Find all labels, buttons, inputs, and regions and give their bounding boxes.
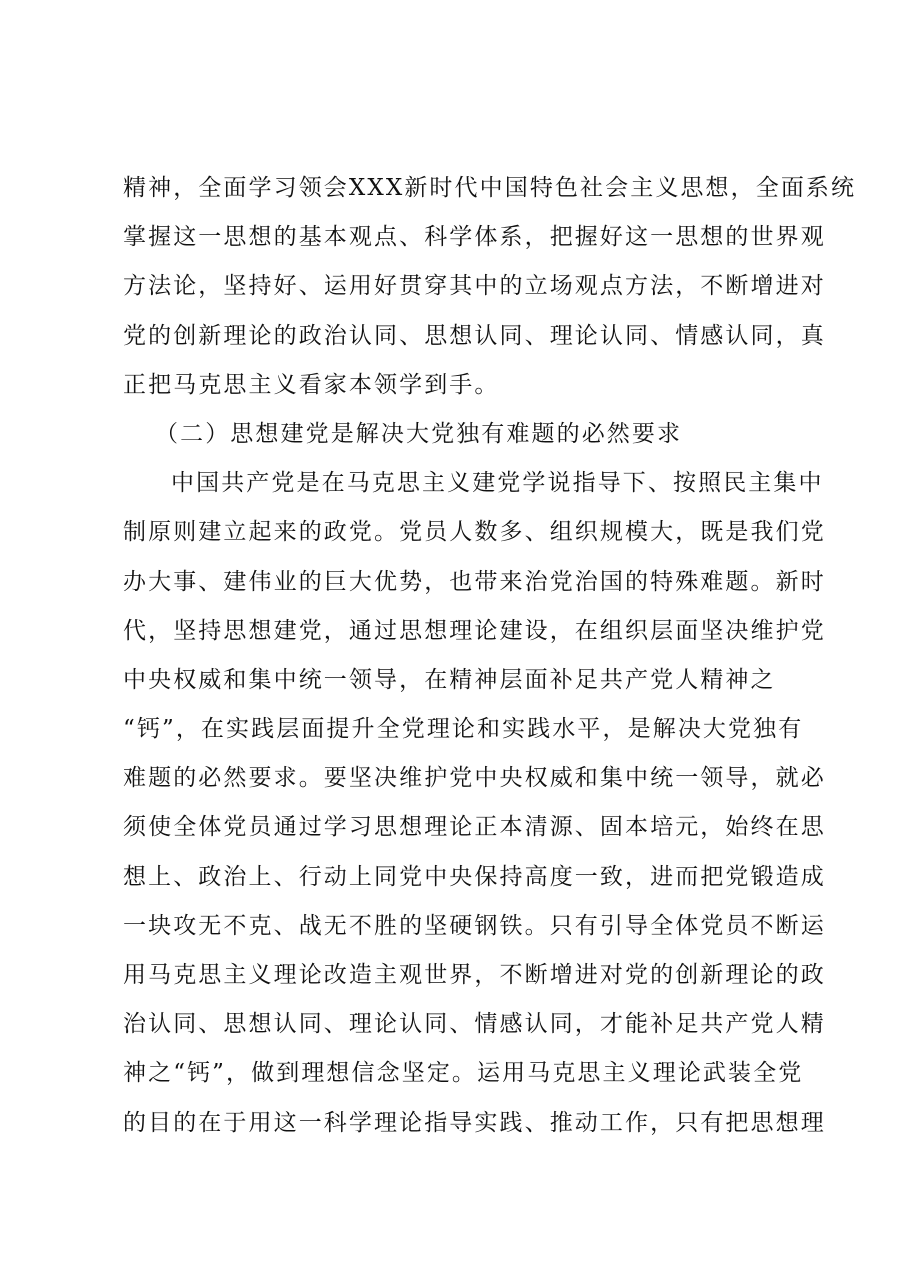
body-line: 掌握这一思想的基本观点、科学体系，把握好这一思想的世界观 xyxy=(123,224,826,251)
body-line: 党的创新理论的政治认同、思想认同、理论认同、情感认同，真 xyxy=(123,322,826,349)
body-line: 想上、政治上、行动上同党中央保持高度一致，进而把党锻造成 xyxy=(123,863,826,890)
body-line: “钙”，在实践层面提升全党理论和实践水平，是解决大党独有 xyxy=(123,716,804,743)
body-line: 代，坚持思想建党，通过思想理论建设，在组织层面坚决维护党 xyxy=(123,617,826,644)
body-line: 用马克思主义理论改造主观世界，不断增进对党的创新理论的政 xyxy=(123,962,826,988)
body-line: 制原则建立起来的政党。党员人数多、组织规模大，既是我们党 xyxy=(123,519,826,546)
body-line: 精神，全面学习领会XXX新时代中国特色社会主义思想，全面系统 xyxy=(123,175,857,201)
body-line: 办大事、建伟业的巨大优势，也带来治党治国的特殊难题。新时 xyxy=(123,568,826,595)
body-line: 正把马克思主义看家本领学到手。 xyxy=(123,371,500,398)
body-line: 中央权威和集中统一领导，在精神层面补足共产党人精神之 xyxy=(123,666,776,693)
body-line: 难题的必然要求。要坚决维护党中央权威和集中统一领导，就必 xyxy=(123,765,826,792)
document-body xyxy=(123,164,857,1148)
body-line: 方法论，坚持好、运用好贯穿其中的立场观点方法，不断增进对 xyxy=(123,273,826,300)
body-line: 的目的在于用这一科学理论指导实践、推动工作，只有把思想理 xyxy=(123,1109,826,1136)
paragraph-first-line: 中国共产党是在马克思主义建党学说指导下、按照民主集中 xyxy=(171,470,824,497)
body-line: 一块攻无不克、战无不胜的坚硬钢铁。只有引导全体党员不断运 xyxy=(123,912,826,939)
section-heading: （二）思想建党是解决大党独有难题的必然要求 xyxy=(155,420,683,447)
body-line: 须使全体党员通过学习思想理论正本清源、固本培元，始终在思 xyxy=(123,814,826,841)
body-line: 神之“钙”，做到理想信念坚定。运用马克思主义理论武装全党 xyxy=(123,1060,804,1087)
body-line: 治认同、思想认同、理论认同、情感认同，才能补足共产党人精 xyxy=(123,1011,826,1038)
